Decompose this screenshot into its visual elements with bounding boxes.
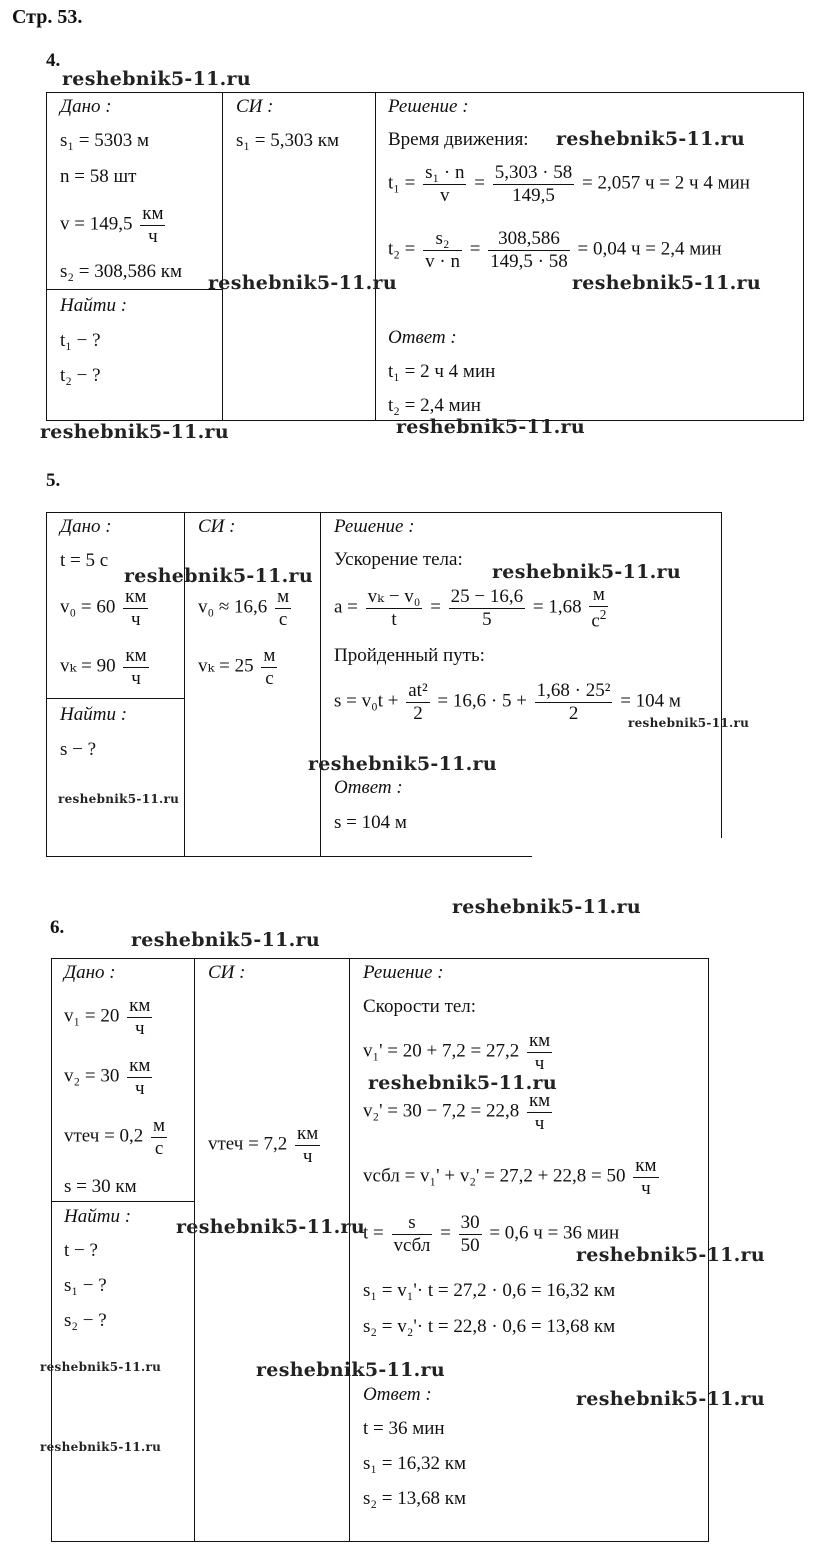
task5-si-v0: v₀ ≈ 16,6 $\frac{м}{с}$ [198, 586, 290, 630]
task5-given-t: t = 5 с [60, 550, 109, 571]
task4-reshenie-header: Решение : [388, 96, 469, 117]
task6-v2p-formula: v₂' = 30 − 7,2 = 22,8 $\frac{км}{ч}$ [363, 1090, 551, 1134]
task4-si-header: СИ : [236, 96, 274, 117]
watermark: reshebnik5-11.ru [572, 272, 761, 294]
task6-s1-formula: s₁ = v₁'· t = 27,2 · 0,6 = 16,32 км [363, 1280, 616, 1301]
task5-naiti-header: Найти : [60, 704, 128, 725]
watermark: reshebnik5-11.ru [576, 1244, 765, 1266]
watermark: reshebnik5-11.ru [131, 929, 320, 951]
task6-given-v1: v₁ = 20 $\frac{км}{ч}$ [64, 995, 151, 1039]
watermark: reshebnik5-11.ru [40, 1440, 162, 1454]
watermark: reshebnik5-11.ru [628, 716, 750, 730]
task4-t2-formula: t₂ = $\frac{\text{s₂}}{v \cdot n}$ = $\frac{308,586}{149,5 \cdot 58}$ = 0,04 ч = 2,4 мин [388, 228, 722, 272]
task4-given-n: n = 58 шт [60, 166, 137, 187]
task4-given-s1: s₁ = 5303 м [60, 130, 150, 151]
task4-dano-header: Дано : [60, 96, 112, 117]
task5-reshenie-header: Решение : [334, 516, 415, 537]
task5-dano-header: Дано : [60, 516, 112, 537]
task6-find-t: t − ? [64, 1240, 98, 1261]
task4-number: 4. [46, 50, 61, 71]
task6-dano-header: Дано : [64, 962, 116, 983]
task6-si-vtech: vтеч = 7,2 $\frac{км}{ч}$ [208, 1123, 319, 1167]
task4-given-s2: s₂ = 308,586 км [60, 261, 182, 282]
watermark: reshebnik5-11.ru [40, 1360, 162, 1374]
task5-find-s: s − ? [60, 739, 97, 760]
task5-given-vk: vₖ = 90 $\frac{км}{ч}$ [60, 645, 147, 689]
task6-t-formula: t = $\frac{s}{\text{vсбл}}$ = $\frac{30}{50}$ = 0,6 ч = 36 мин [363, 1212, 620, 1256]
task6-vsbl-formula: vсбл = v₁' + v₂' = 27,2 + 22,8 = 50 $\frac{км}{ч}$ [363, 1155, 657, 1199]
task5-otvet-header: Ответ : [334, 777, 403, 798]
watermark: reshebnik5-11.ru [452, 896, 641, 918]
task6-si-header: СИ : [208, 962, 246, 983]
task6-answer-s2: s₂ = 13,68 км [363, 1488, 466, 1509]
watermark: reshebnik5-11.ru [62, 68, 251, 90]
task5-accel-intro: Ускорение тела: [334, 549, 463, 570]
watermark: reshebnik5-11.ru [492, 561, 681, 583]
task4-si-s1: s₁ = 5,303 км [236, 130, 339, 151]
task4-given-v: v = 149,5 $\frac{км}{ч}$ [60, 203, 164, 247]
task6-given-vtech: vтеч = 0,2 $\frac{м}{с}$ [64, 1115, 166, 1159]
task5-given-v0: v₀ = 60 $\frac{км}{ч}$ [60, 586, 147, 630]
task6-given-s: s = 30 км [64, 1176, 137, 1197]
task4-find-t1: t₁ − ? [60, 330, 101, 351]
task6-naiti-header: Найти : [64, 1206, 132, 1227]
task4-t1-formula: t₁ = $\frac{\text{s₁ · n}}{v}$ = $\frac{5,303 \cdot 58}{149,5}$ = 2,057 ч = 2 ч 4 мин [388, 162, 750, 206]
watermark: reshebnik5-11.ru [556, 128, 745, 150]
task6-v1p-formula: v₁' = 20 + 7,2 = 27,2 $\frac{км}{ч}$ [363, 1030, 551, 1074]
watermark: reshebnik5-11.ru [124, 565, 313, 587]
task4-answer-t1: t₁ = 2 ч 4 мин [388, 361, 496, 382]
task6-otvet-header: Ответ : [363, 1384, 432, 1405]
task4-intro: Время движения: [388, 129, 529, 150]
task5-si-vk: vₖ = 25 $\frac{м}{с}$ [198, 645, 276, 689]
task6-answer-s1: s₁ = 16,32 км [363, 1453, 466, 1474]
page-title: Стр. 53. [12, 6, 83, 28]
watermark: reshebnik5-11.ru [396, 416, 585, 438]
watermark: reshebnik5-11.ru [576, 1388, 765, 1410]
task4-find-t2: t₂ − ? [60, 365, 101, 386]
task6-answer-t: t = 36 мин [363, 1418, 445, 1439]
task5-s-formula: s = v₀t + $\frac{\text{at²}}{2}$ = 16,6 · 5 + $\frac{\text{1,68 · 25²}}{2}$ = 104 м [334, 680, 681, 724]
task5-a-formula: a = $\frac{\text{vₖ − v₀}}{t}$ = $\frac{25 - 16,6}{5}$ = 1,68 $\frac{м}{с^2}$ [334, 584, 607, 632]
watermark: reshebnik5-11.ru [208, 272, 397, 294]
watermark: reshebnik5-11.ru [58, 792, 180, 806]
task4-answer-t2: t₂ = 2,4 мин [388, 395, 481, 416]
watermark: reshebnik5-11.ru [308, 753, 497, 775]
task4-naiti-header: Найти : [60, 295, 128, 316]
task6-number: 6. [50, 917, 65, 938]
task6-find-s2: s₂ − ? [64, 1310, 107, 1331]
watermark: reshebnik5-11.ru [368, 1072, 557, 1094]
task5-answer-s: s = 104 м [334, 812, 407, 833]
task5-path-intro: Пройденный путь: [334, 645, 485, 666]
watermark: reshebnik5-11.ru [176, 1216, 365, 1238]
task6-s2-formula: s₂ = v₂'· t = 22,8 · 0,6 = 13,68 км [363, 1316, 616, 1337]
task6-reshenie-header: Решение : [363, 962, 444, 983]
task6-find-s1: s₁ − ? [64, 1275, 107, 1296]
task6-given-v2: v₂ = 30 $\frac{км}{ч}$ [64, 1055, 151, 1099]
task5-number: 5. [46, 470, 61, 491]
task5-si-header: СИ : [198, 516, 236, 537]
watermark: reshebnik5-11.ru [40, 421, 229, 443]
task6-speeds-intro: Скорости тел: [363, 996, 477, 1017]
watermark: reshebnik5-11.ru [256, 1359, 445, 1381]
task4-otvet-header: Ответ : [388, 327, 457, 348]
